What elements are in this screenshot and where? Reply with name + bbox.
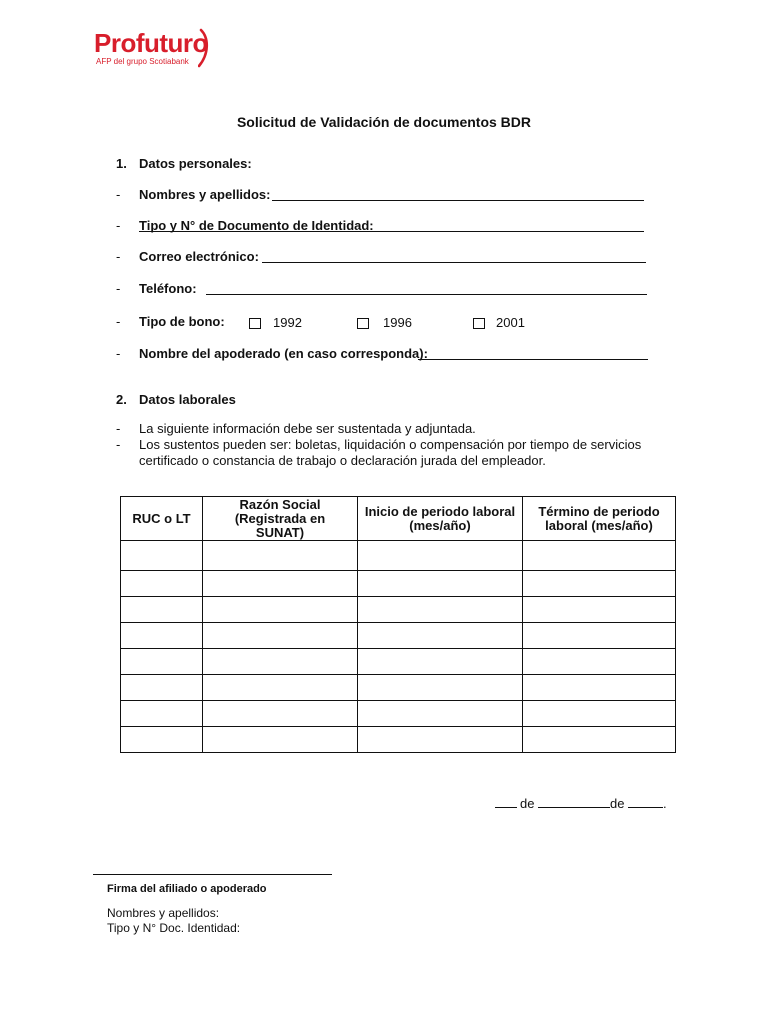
names-label: Nombres y apellidos: — [139, 187, 271, 202]
table-cell[interactable] — [358, 571, 523, 597]
dash: - — [116, 281, 121, 296]
dash: - — [116, 187, 121, 202]
bono-1992-label: 1992 — [273, 315, 302, 330]
table-cell[interactable] — [203, 623, 358, 649]
header-razon-social — [203, 497, 358, 541]
bono-1996-label: 1996 — [383, 315, 412, 330]
dash: - — [116, 437, 121, 452]
table-cell[interactable] — [358, 701, 523, 727]
dash: - — [116, 314, 121, 329]
table-row — [121, 727, 676, 753]
dash: - — [116, 249, 121, 264]
table-cell[interactable] — [121, 649, 203, 675]
logo-name: Profuturo — [94, 28, 208, 58]
table-row — [121, 541, 676, 571]
header-ruc — [121, 497, 203, 541]
date-month-field[interactable] — [538, 807, 610, 808]
bullet-2: Los sustentos pueden ser: boletas, liquidación o compensación por tiempo de servicios — [139, 437, 642, 452]
table-cell[interactable] — [121, 701, 203, 727]
table-cell[interactable] — [121, 597, 203, 623]
table-cell[interactable] — [121, 623, 203, 649]
dash: - — [116, 346, 121, 361]
table-cell[interactable] — [523, 701, 676, 727]
phone-label: Teléfono: — [139, 281, 197, 296]
table-cell[interactable] — [203, 571, 358, 597]
profuturo-logo — [94, 28, 234, 74]
table-cell[interactable] — [358, 623, 523, 649]
signature-line[interactable] — [93, 874, 332, 875]
table-cell[interactable] — [358, 649, 523, 675]
table-cell[interactable] — [121, 727, 203, 753]
table-row — [121, 675, 676, 701]
document-field[interactable] — [139, 231, 644, 232]
date-year-field[interactable] — [628, 807, 663, 808]
phone-field[interactable] — [206, 294, 647, 295]
table-cell[interactable] — [203, 649, 358, 675]
section2-heading: Datos laborales — [139, 392, 236, 407]
bono-label: Tipo de bono: — [139, 314, 225, 329]
table-cell[interactable] — [203, 541, 358, 571]
dash: - — [116, 218, 121, 233]
apoderado-field[interactable] — [418, 359, 648, 360]
names-field[interactable] — [272, 200, 644, 201]
logo-swoosh-icon — [198, 28, 212, 68]
table-cell[interactable] — [203, 597, 358, 623]
table-cell[interactable] — [121, 571, 203, 597]
email-label: Correo electrónico: — [139, 249, 259, 264]
header-inicio-periodo — [358, 497, 523, 541]
bono-2001-checkbox[interactable] — [473, 318, 485, 329]
table-cell[interactable] — [523, 571, 676, 597]
signature-label: Firma del afiliado o apoderado — [107, 883, 267, 895]
table-cell[interactable] — [523, 727, 676, 753]
table-cell[interactable] — [358, 597, 523, 623]
table-cell[interactable] — [121, 675, 203, 701]
header-line: (mes/año) — [409, 517, 471, 533]
date-de-1: de — [520, 796, 535, 811]
table-cell[interactable] — [523, 675, 676, 701]
signature-names: Nombres y apellidos: — [107, 906, 220, 920]
logo-tagline: AFP del grupo Scotiabank — [96, 57, 189, 66]
header-line: RUC o LT — [132, 510, 191, 526]
section1-heading: Datos personales: — [139, 156, 252, 171]
table-header-row — [121, 497, 676, 541]
section2-number: 2. — [116, 392, 127, 407]
bono-2001-label: 2001 — [496, 315, 525, 330]
table-cell[interactable] — [203, 727, 358, 753]
table-cell[interactable] — [203, 701, 358, 727]
header-line: Término de periodo — [538, 503, 660, 519]
table-cell[interactable] — [523, 541, 676, 571]
header-line: Inicio de periodo laboral — [364, 503, 516, 519]
table-cell[interactable] — [523, 623, 676, 649]
page-title: Solicitud de Validación de documentos BDR — [236, 114, 532, 130]
table-row — [121, 597, 676, 623]
bono-1992-checkbox[interactable] — [249, 318, 261, 329]
table-cell[interactable] — [121, 541, 203, 571]
section1-number: 1. — [116, 156, 127, 171]
signature-doc: Tipo y N° Doc. Identidad: — [107, 921, 241, 935]
apoderado-label: Nombre del apoderado (en caso corresponda): — [139, 346, 428, 361]
email-field[interactable] — [262, 262, 646, 263]
date-day-field[interactable] — [495, 807, 517, 808]
table-cell[interactable] — [203, 675, 358, 701]
document-label: Tipo y N° de Documento de Identidad: — [139, 218, 374, 233]
header-line: Razón Social — [239, 496, 321, 512]
header-line: (Registrada en — [234, 510, 326, 526]
bono-1996-checkbox[interactable] — [357, 318, 369, 329]
table-row — [121, 571, 676, 597]
table-row — [121, 623, 676, 649]
table-cell[interactable] — [358, 675, 523, 701]
header-termino-periodo — [523, 497, 676, 541]
date-de-2: de — [610, 796, 625, 811]
table-row — [121, 649, 676, 675]
bullet-1: La siguiente información debe ser sustentada y adjuntada. — [139, 421, 476, 436]
dash: - — [116, 421, 121, 436]
table-cell[interactable] — [358, 727, 523, 753]
bullet-2-continued: certificado o constancia de trabajo o declaración jurada del empleador. — [139, 453, 546, 468]
table-row — [121, 701, 676, 727]
header-line: SUNAT) — [255, 524, 305, 540]
header-line: laboral (mes/año) — [545, 517, 653, 533]
table-cell[interactable] — [523, 597, 676, 623]
table-cell[interactable] — [523, 649, 676, 675]
employment-table — [120, 496, 676, 753]
table-cell[interactable] — [358, 541, 523, 571]
date-period: . — [663, 796, 667, 811]
table-body — [121, 541, 676, 753]
